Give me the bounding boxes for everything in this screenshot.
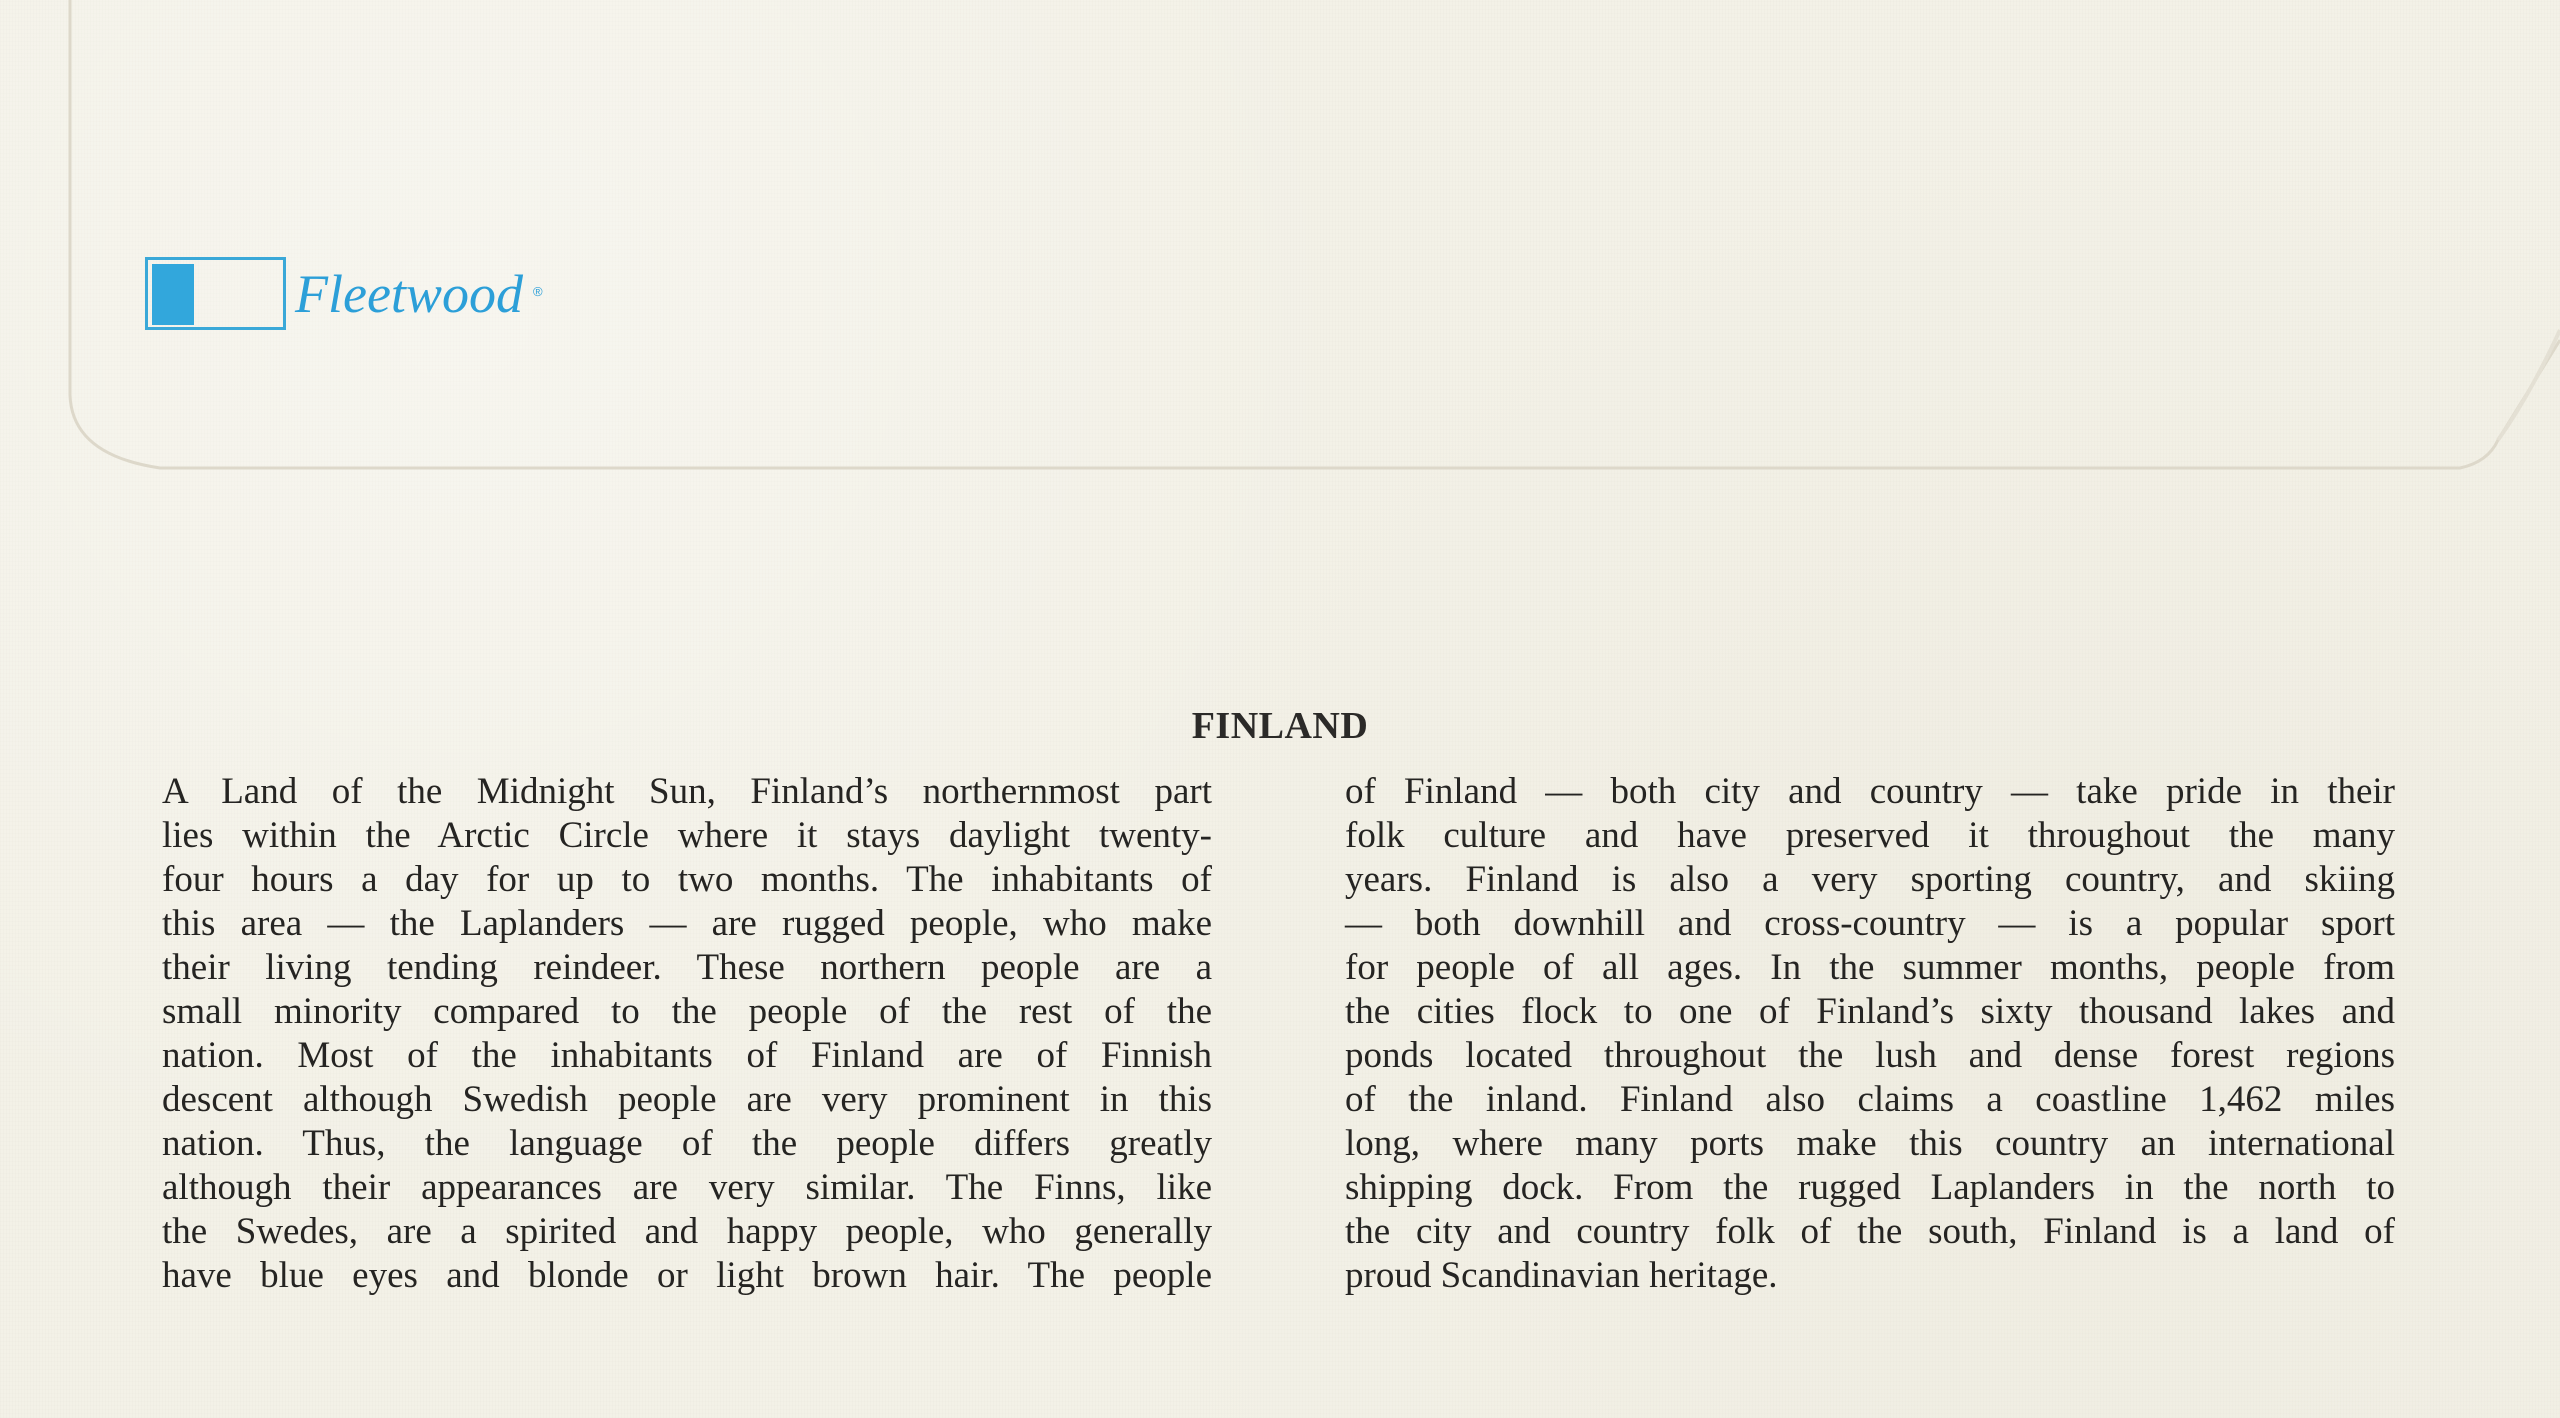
fleetwood-logo [145, 257, 550, 335]
right-text-line: years. Finland is also a very sporting country, and skiing [1345, 859, 2395, 900]
flap-shadow-line [2498, 330, 2560, 440]
right-text-line: of the inland. Finland also claims a coastline 1,462 miles [1345, 1079, 2395, 1120]
right-text-line: — both downhill and cross-country — is a popular sport [1345, 903, 2395, 944]
right-text-line: proud Scandinavian heritage. [1345, 1255, 1778, 1296]
left-text-line: small minority compared to the people of the rest of the [162, 991, 1212, 1032]
left-text-line: have blue eyes and blonde or light brown hair. The people [162, 1255, 1212, 1296]
right-text-line: folk culture and have preserved it throughout the many [1345, 815, 2395, 856]
brand-name: Fleetwood [295, 264, 523, 324]
right-text-line: the city and country folk of the south, Finland is a land of [1345, 1211, 2395, 1252]
registered-mark: ® [533, 284, 543, 299]
left-text-line: lies within the Arctic Circle where it stays daylight twenty- [162, 815, 1212, 856]
flap-edge-line [70, 0, 2560, 468]
right-text-line: the cities flock to one of Finland’s sixty thousand lakes and [1345, 991, 2395, 1032]
right-text-column [1345, 770, 2395, 1298]
logo-blue-block [152, 264, 194, 325]
left-text-line: descent although Swedish people are very prominent in this [162, 1079, 1212, 1120]
left-text-line: A Land of the Midnight Sun, Finland’s northernmost part [162, 771, 1212, 812]
right-text-line: ponds located throughout the lush and dense forest regions [1345, 1035, 2395, 1076]
logo-box [145, 257, 286, 330]
left-text-line: nation. Most of the inhabitants of Finland are of Finnish [162, 1035, 1212, 1076]
left-text-line: nation. Thus, the language of the people differs greatly [162, 1123, 1212, 1164]
right-text-line: of Finland — both city and country — take pride in their [1345, 771, 2395, 812]
left-text-column [162, 770, 1212, 1298]
left-text-line: although their appearances are very similar. The Finns, like [162, 1167, 1212, 1208]
left-text-line: the Swedes, are a spirited and happy people, who generally [162, 1211, 1212, 1252]
right-text-line: shipping dock. From the rugged Laplanders in the north to [1345, 1167, 2395, 1208]
left-text-line: four hours a day for up to two months. The inhabitants of [162, 859, 1212, 900]
left-text-line: this area — the Laplanders — are rugged people, who make [162, 903, 1212, 944]
left-text-line: their living tending reindeer. These northern people are a [162, 947, 1212, 988]
fleetwood-wordmark [293, 257, 543, 335]
right-text-line: for people of all ages. In the summer months, people from [1345, 947, 2395, 988]
right-text-line: long, where many ports make this country an international [1345, 1123, 2395, 1164]
article-title: FINLAND [1191, 705, 1369, 747]
